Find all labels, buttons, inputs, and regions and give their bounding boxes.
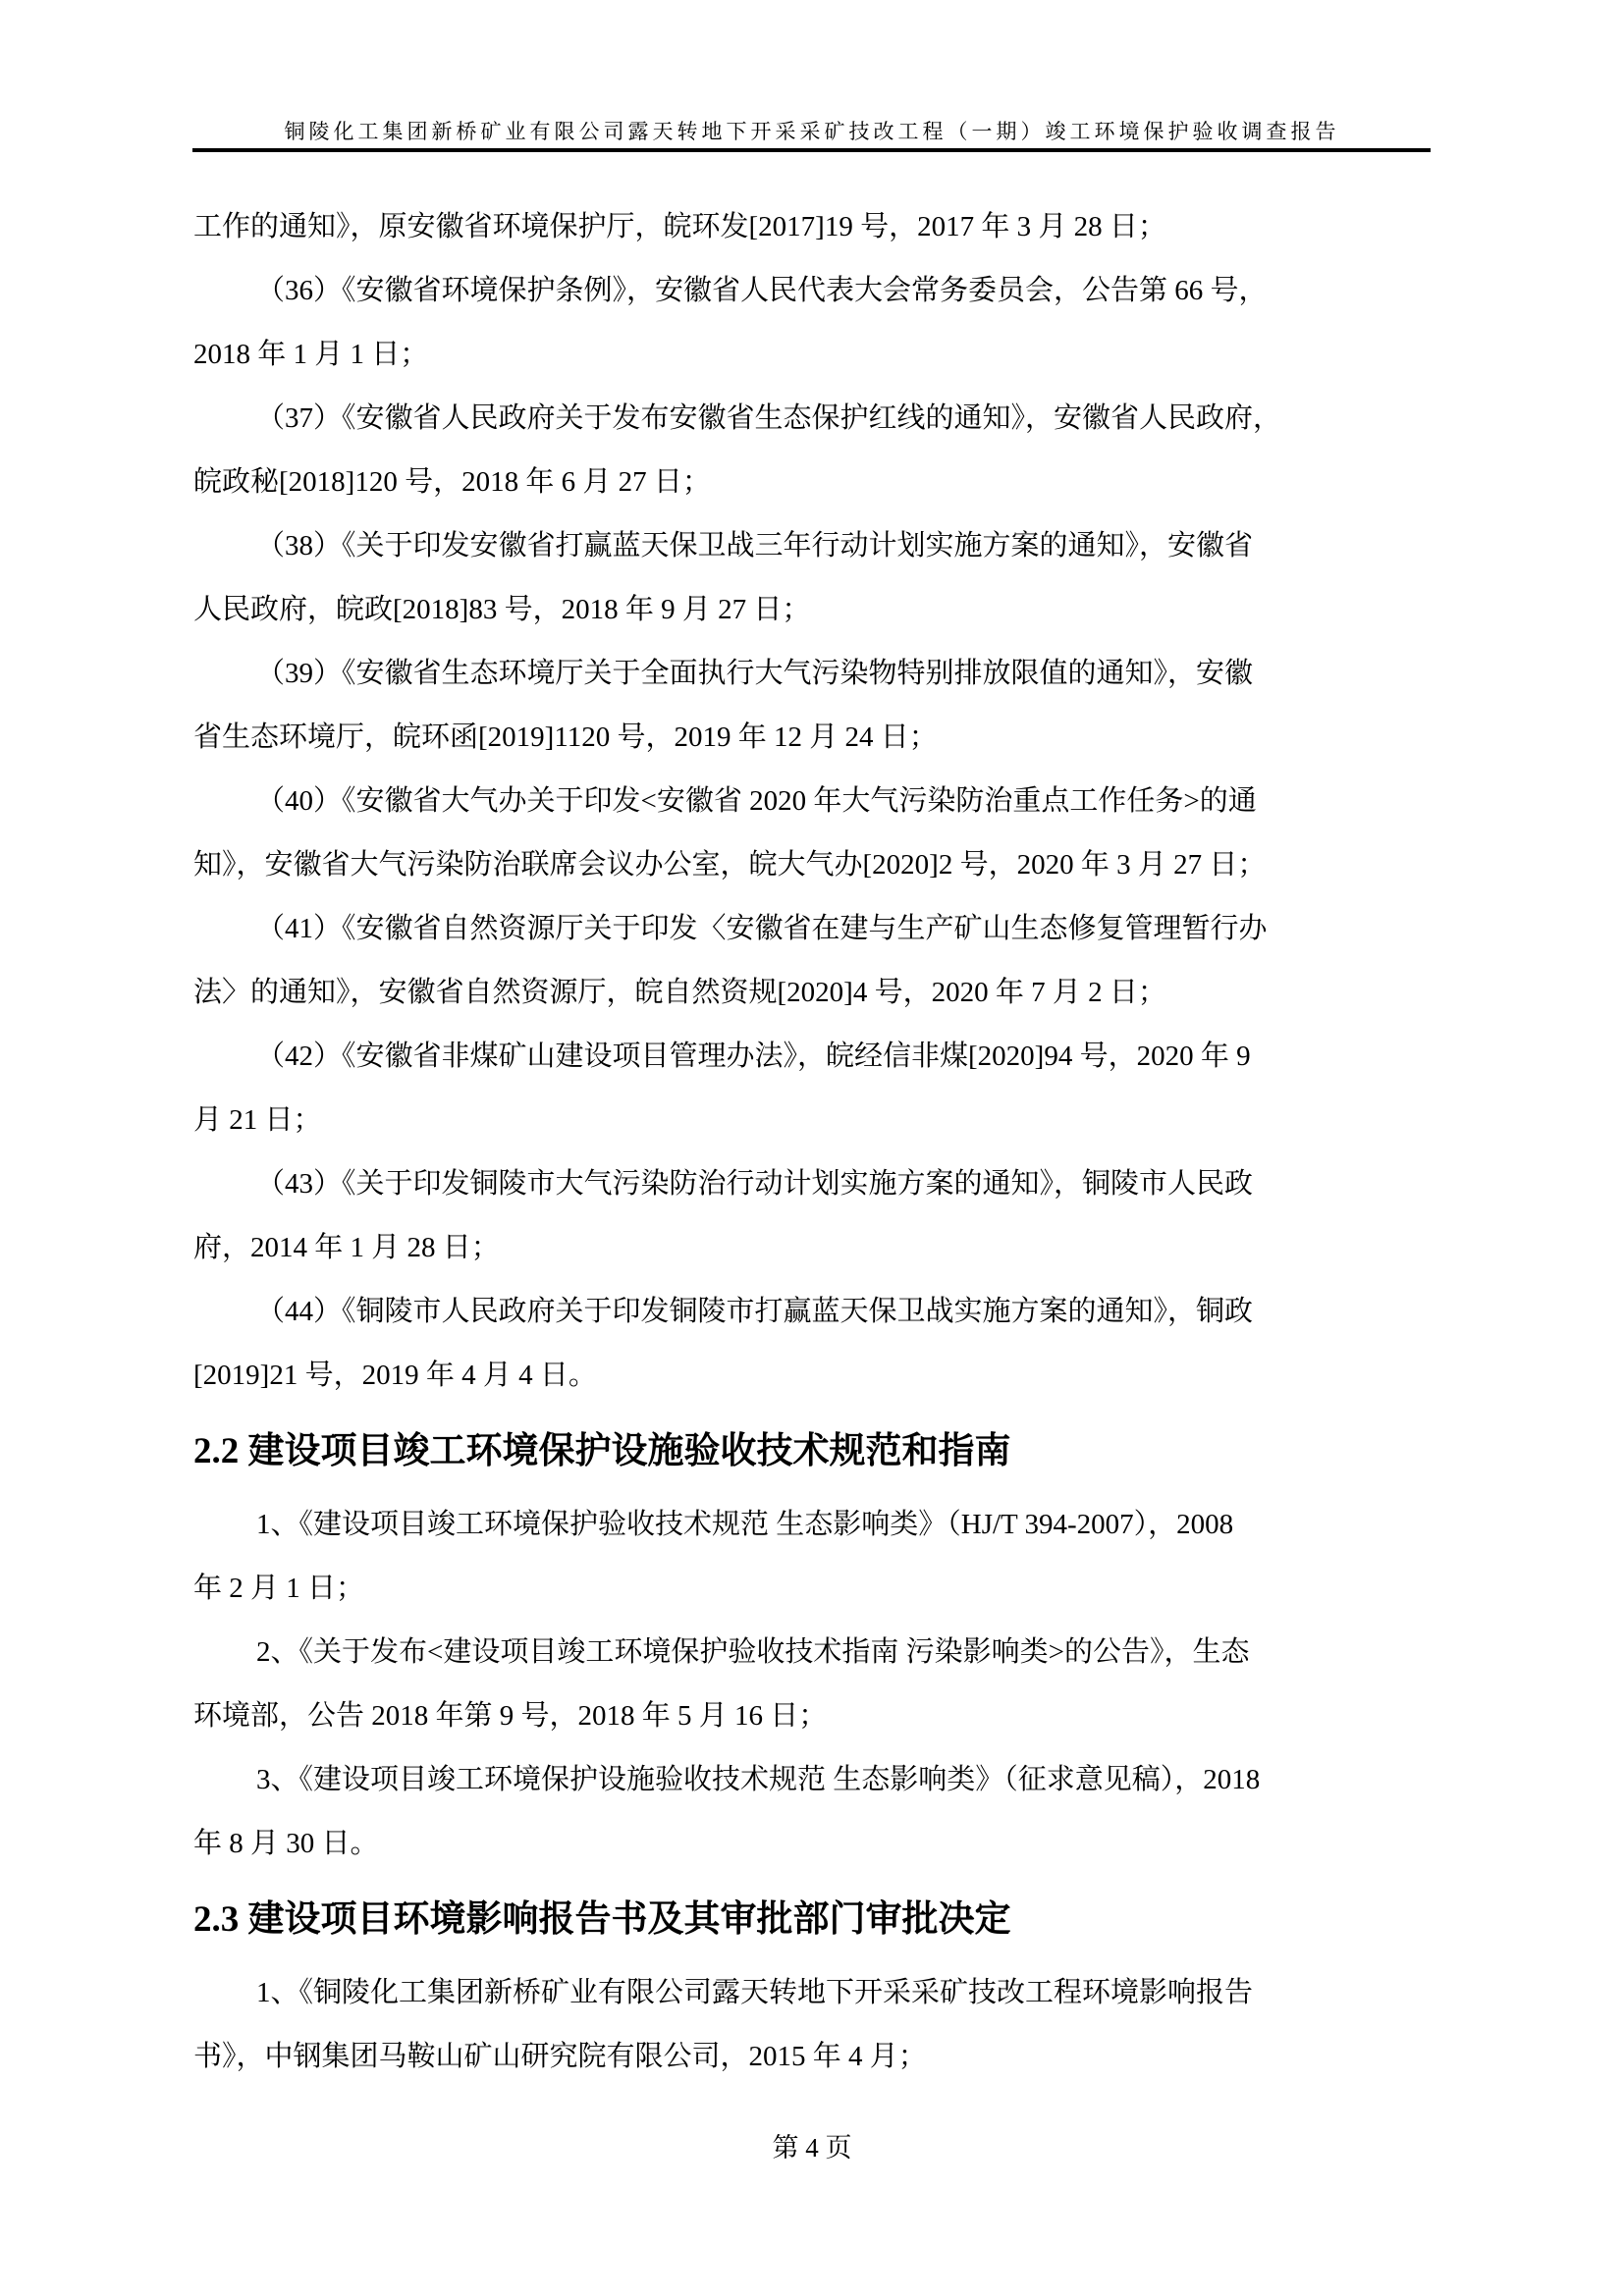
regulation-item-38: （38）《关于印发安徽省打赢蓝天保卫战三年行动计划实施方案的通知》，安徽省 [256, 530, 1254, 561]
doc-line: 月 21 日； [193, 1104, 322, 1136]
doc-line: 年 2 月 1 日； [193, 1573, 365, 1604]
doc-line: 书》，中钢集团马鞍山矿山研究院有限公司，2015 年 4 月； [193, 2041, 927, 2072]
doc-line: 知》，安徽省大气污染防治联席会议办公室，皖大气办[2020]2 号，2020 年 3 月 27 日； [193, 849, 1267, 881]
regulation-item-41: （41）《安徽省自然资源厅关于印发〈安徽省在建与生产矿山生态修复管理暂行办 [256, 913, 1268, 944]
regulation-item-39: （39）《安徽省生态环境厅关于全面执行大气污染物特别排放限值的通知》，安徽 [256, 658, 1254, 689]
doc-line: 皖政秘[2018]120 号，2018 年 6 月 27 日； [193, 466, 711, 498]
regulation-item-36: （36）《安徽省环境保护条例》，安徽省人民代表大会常务委员会，公告第 66 号， [256, 275, 1268, 306]
doc-line: 省生态环境厅，皖环函[2019]1120 号，2019 年 12 月 24 日； [193, 721, 938, 753]
doc-line: 年 8 月 30 日。 [193, 1828, 379, 1859]
doc-line: 法〉的通知》，安徽省自然资源厅，皖自然资规[2020]4 号，2020 年 7 月 2 日； [193, 977, 1166, 1008]
doc-line: 2018 年 1 月 1 日； [193, 339, 429, 370]
doc-line: 人民政府，皖政[2018]83 号，2018 年 9 月 27 日； [193, 594, 811, 625]
document-body [193, 195, 1434, 2089]
regulation-item-43: （43）《关于印发铜陵市大气污染防治行动计划实施方案的通知》，铜陵市人民政 [256, 1168, 1254, 1200]
header-rule [192, 148, 1431, 152]
section-heading-2-2: 2.2 建设项目竣工环境保护设施验收技术规范和指南 [193, 1431, 1011, 1471]
standard-item-1: 1、《建设项目竣工环境保护验收技术规范 生态影响类》（HJ/T 394-2007），2008 [256, 1509, 1234, 1540]
standard-item-2: 2、《关于发布<建设项目竣工环境保护验收技术指南 污染影响类>的公告》，生态 [256, 1636, 1250, 1668]
section-heading-2-3: 2.3 建设项目环境影响报告书及其审批部门审批决定 [193, 1899, 1011, 1940]
page-header-title: 铜陵化工集团新桥矿业有限公司露天转地下开采采矿技改工程（一期）竣工环境保护验收调查报告 [284, 120, 1340, 143]
eia-report-item-1: 1、《铜陵化工集团新桥矿业有限公司露天转地下开采采矿技改工程环境影响报告 [256, 1977, 1254, 2008]
regulation-item-42: （42）《安徽省非煤矿山建设项目管理办法》，皖经信非煤[2020]94 号，2020 年 9 [256, 1041, 1251, 1072]
doc-line: 府，2014 年 1 月 28 日； [193, 1232, 500, 1263]
doc-line: [2019]21 号，2019 年 4 月 4 日。 [193, 1360, 597, 1391]
regulation-item-40: （40）《安徽省大气办关于印发<安徽省 2020 年大气污染防治重点工作任务>的通 [256, 785, 1257, 817]
standard-item-3: 3、《建设项目竣工环境保护设施验收技术规范 生态影响类》（征求意见稿），2018 [256, 1764, 1261, 1795]
page-number: 第 4 页 [772, 2133, 852, 2163]
doc-line: 工作的通知》，原安徽省环境保护厅，皖环发[2017]19 号，2017 年 3 月 28 日； [193, 211, 1166, 242]
doc-line: 环境部，公告 2018 年第 9 号，2018 年 5 月 16 日； [193, 1700, 828, 1732]
regulation-item-44: （44）《铜陵市人民政府关于印发铜陵市打赢蓝天保卫战实施方案的通知》，铜政 [256, 1296, 1254, 1327]
regulation-item-37: （37）《安徽省人民政府关于发布安徽省生态保护红线的通知》，安徽省人民政府， [256, 402, 1282, 434]
